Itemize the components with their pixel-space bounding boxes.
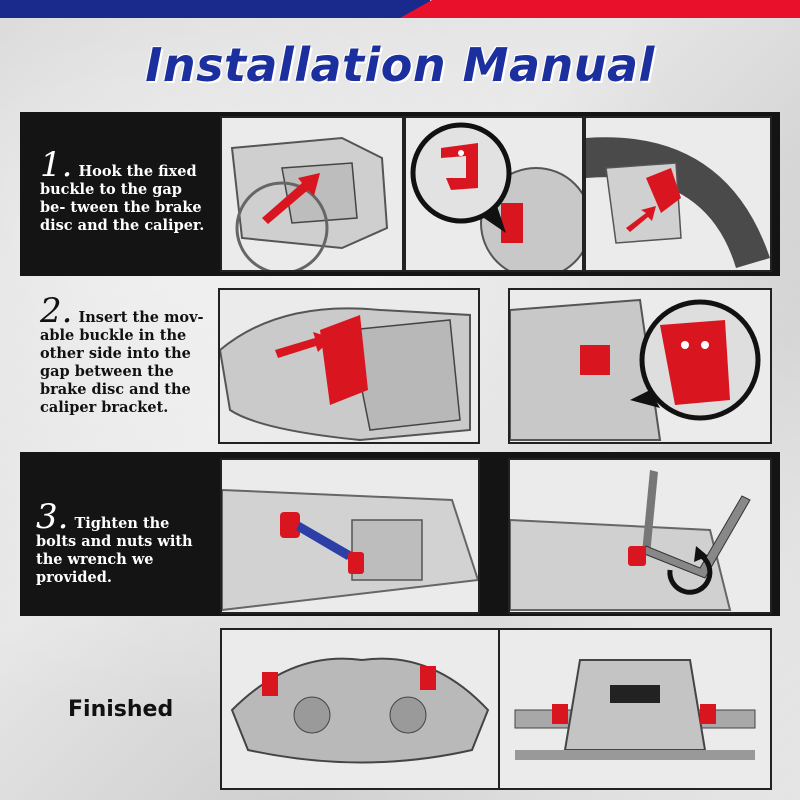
wrench-illustration [510, 460, 770, 612]
step2-panel-caliper [218, 288, 480, 444]
step3-panel-wrench [508, 458, 772, 614]
caliper-icon [565, 660, 705, 750]
blue-stripe [0, 0, 430, 18]
step1-number: 1. [40, 145, 73, 185]
step1-panel-zoom [404, 116, 584, 272]
page-title: Installation Manual [145, 38, 655, 92]
step3-panel-bolt [220, 458, 480, 614]
step1-text [40, 145, 210, 235]
finished-label: Finished [68, 697, 174, 722]
disc-illustration [586, 118, 770, 270]
buckle-zoom-illustration [406, 118, 582, 270]
step3-number: 3. [36, 497, 69, 537]
finished-panel-side [220, 628, 500, 790]
finished-caliper-front [500, 630, 770, 788]
step2-number: 2. [40, 291, 73, 331]
step1-panel-disc [584, 116, 772, 272]
step2-text [40, 291, 206, 417]
buckle-zoom-illustration-2 [510, 290, 770, 442]
finished-panel-front [498, 628, 772, 790]
finished-caliper-side [222, 630, 498, 788]
top-color-bar [0, 0, 800, 18]
step3-instruction: Tighten the bolts and nuts with the wrench we provided. [36, 515, 193, 586]
step3-text [36, 497, 212, 587]
caliper-illustration [222, 118, 402, 270]
caliper-bracket-illustration [220, 290, 478, 442]
step1-panel-caliper [220, 116, 404, 272]
step2-panel-zoom [508, 288, 772, 444]
step2-instruction: Insert the mov- able buckle in the other side into the gap between the brake disc and the caliper bracket. [40, 309, 204, 416]
step1-instruction: Hook the fixed buckle to the gap be- tween the brake disc and the caliper. [40, 163, 205, 234]
bolt-icon [280, 512, 300, 538]
red-stripe [400, 0, 800, 18]
bolt-illustration [222, 460, 478, 612]
